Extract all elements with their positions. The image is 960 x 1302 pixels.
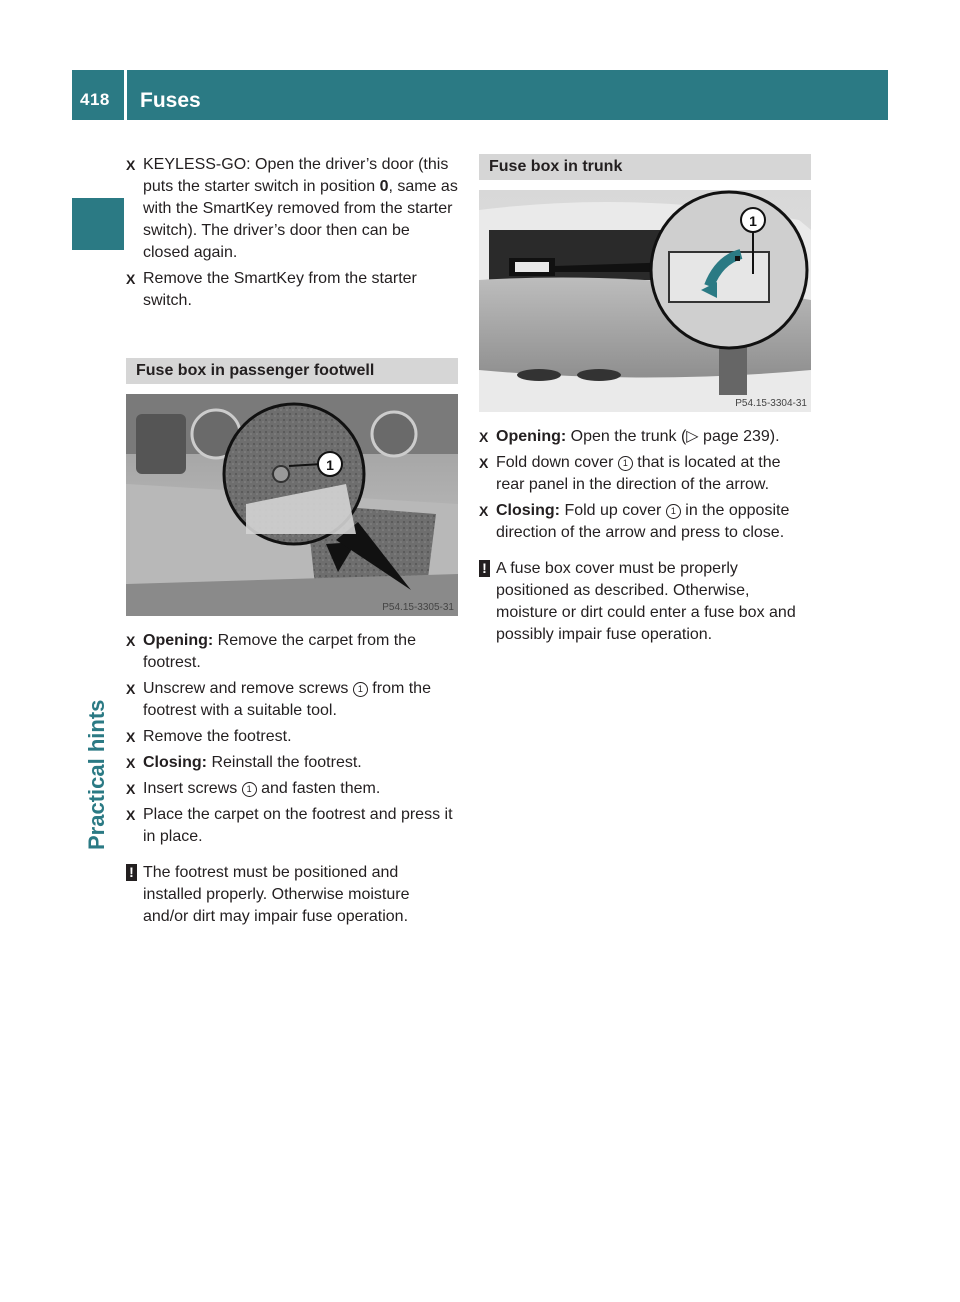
step-item: X Opening: Open the trunk (▷ page 239). [479, 428, 780, 445]
footwell-figure [126, 394, 458, 616]
warning-note: ! The footrest must be positioned and installed properly. Otherwise moisture and/or dirt may impair fuse operation. [126, 862, 458, 928]
trunk-steps [479, 426, 811, 646]
left-column [126, 154, 458, 928]
footwell-steps [126, 630, 458, 928]
step-marker: X [126, 271, 136, 287]
callout-ref: 1 [242, 782, 257, 797]
step-item: X KEYLESS-GO: Open the driver’s door (this puts the starter switch in position 0, same as with the SmartKey removed from the starter switch). The driver’s door then can be closed again. [126, 156, 458, 261]
step-item: X Closing: Reinstall the footrest. [126, 754, 362, 771]
page-ref-arrow-icon: ▷ [686, 428, 699, 445]
trunk-illustration [479, 190, 811, 412]
page-number: 418 [80, 90, 110, 109]
callout-ref: 1 [353, 682, 368, 697]
warning-note: ! A fuse box cover must be properly positioned as described. Otherwise, moisture or dirt could enter a fuse box and possibly impair fuse operation. [479, 558, 811, 646]
step-item: X Closing: Fold up cover 1 in the opposite direction of the arrow and press to close. [479, 502, 790, 541]
figure-code: P54.15-3305-31 [382, 602, 454, 613]
side-chapter-label: Practical hints [84, 699, 109, 850]
trunk-figure [479, 190, 811, 412]
step-item: X Opening: Remove the carpet from the footrest. [126, 632, 416, 671]
side-tab [72, 120, 124, 140]
step-item: X Remove the footrest. [126, 728, 292, 745]
section-heading: Fuse box in trunk [479, 154, 811, 180]
step-item: X Unscrew and remove screws 1 from the footrest with a suitable tool. [126, 680, 431, 719]
side-marker [72, 198, 124, 250]
footwell-illustration [126, 394, 458, 616]
page-title: Fuses [140, 89, 201, 112]
right-column [479, 154, 811, 646]
warning-icon: ! [479, 560, 490, 577]
step-item: X Remove the SmartKey from the starter switch. [126, 270, 417, 309]
step-item: X Insert screws 1 and fasten them. [126, 780, 381, 797]
callout-ref: 1 [618, 456, 633, 471]
step-item: X Place the carpet on the footrest and press it in place. [126, 806, 453, 845]
figure-code: P54.15-3304-31 [735, 398, 807, 409]
step-item: X Fold down cover 1 that is located at the rear panel in the direction of the arrow. [479, 454, 781, 493]
callout-number: 1 [326, 457, 334, 473]
callout-number: 1 [749, 213, 757, 229]
step-marker: X [126, 157, 136, 173]
warning-icon: ! [126, 864, 137, 881]
header-divider [124, 70, 127, 120]
callout-ref: 1 [666, 504, 681, 519]
section-heading: Fuse box in passenger footwell [126, 358, 458, 384]
